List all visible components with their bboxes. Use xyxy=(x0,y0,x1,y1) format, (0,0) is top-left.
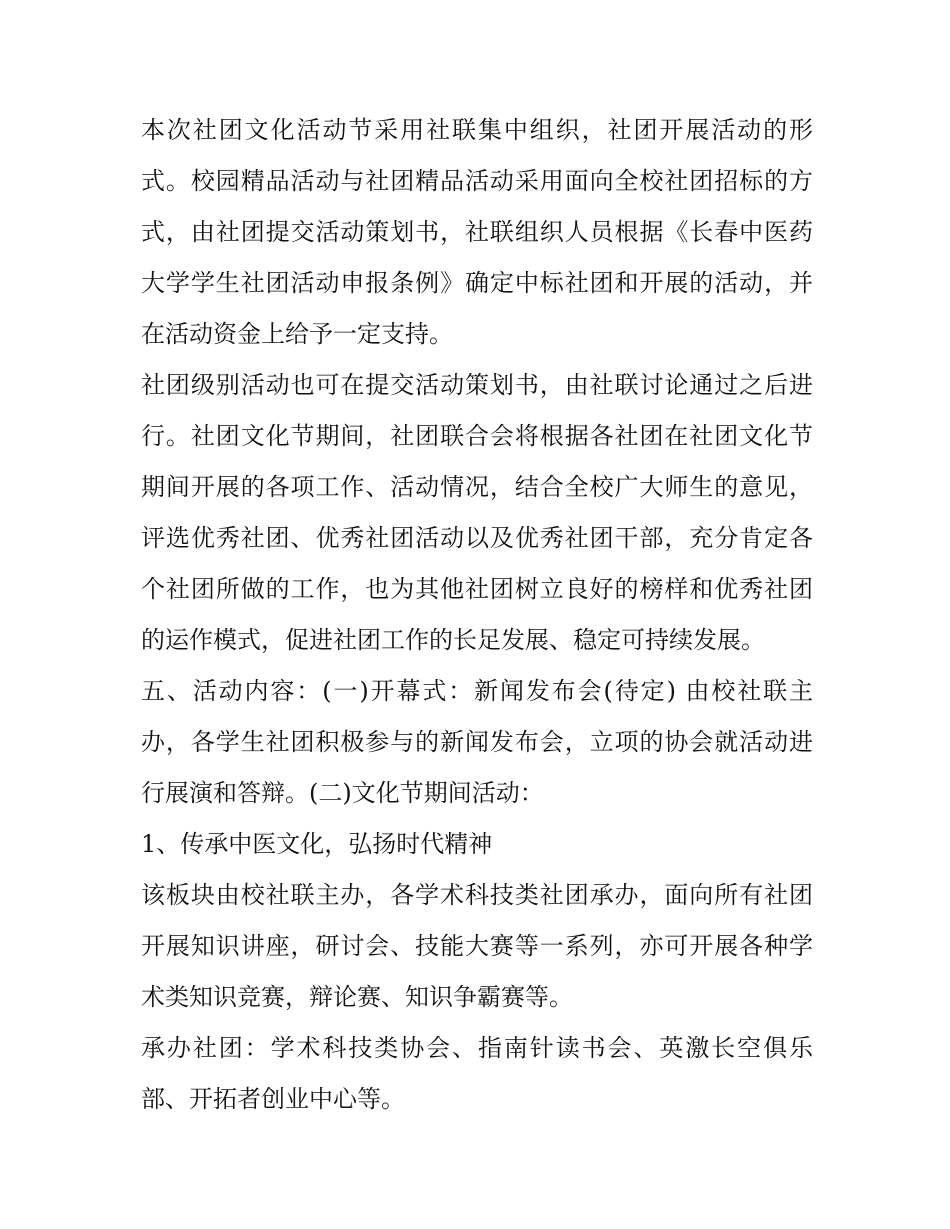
text-line: 评选优秀社团、优秀社团活动以及优秀社团干部，充分肯定各 xyxy=(141,524,813,552)
section-heading xyxy=(141,819,813,870)
text-line: 式。校园精品活动与社团精品活动采用面向全校社团招标的方 xyxy=(141,167,813,195)
text-line: 本次社团文化活动节采用社联集中组织，社团开展活动的形 xyxy=(141,116,813,144)
text-line: 办，各学生社团积极参与的新闻发布会，立项的协会就活动进 xyxy=(141,728,813,756)
text-line: 部、开拓者创业中心等。 xyxy=(141,1085,405,1113)
paragraph-section-description xyxy=(141,870,813,1023)
text-line: 术类知识竞赛，辩论赛、知识争霸赛等。 xyxy=(141,983,573,1011)
paragraph-organization xyxy=(141,105,813,360)
text-line: 该板块由校社联主办，各学术科技类社团承办，面向所有社团 xyxy=(141,881,813,909)
paragraph-organizers xyxy=(141,1023,813,1125)
text-line: 开展知识讲座，研讨会、技能大赛等一系列，亦可开展各种学 xyxy=(141,932,813,960)
text-line: 个社团所做的工作，也为其他社团树立良好的榜样和优秀社团 xyxy=(141,575,813,603)
document-body xyxy=(141,105,813,1125)
text-line: 式，由社团提交活动策划书，社联组织人员根据《长春中医药 xyxy=(141,218,813,246)
text-line: 1、传承中医文化，弘扬时代精神 xyxy=(141,830,493,858)
text-line: 五、活动内容：(一)开幕式：新闻发布会(待定) 由校社联主 xyxy=(141,677,813,705)
paragraph-activity-content xyxy=(141,666,813,819)
text-line: 期间开展的各项工作、活动情况，结合全校广大师生的意见， xyxy=(141,473,813,501)
text-line: 承办社团：学术科技类协会、指南针读书会、英激长空俱乐 xyxy=(141,1034,813,1062)
paragraph-evaluation xyxy=(141,360,813,666)
text-line: 行。社团文化节期间，社团联合会将根据各社团在社团文化节 xyxy=(141,422,813,450)
text-line: 行展演和答辩。(二)文化节期间活动： xyxy=(141,779,544,807)
text-line: 社团级别活动也可在提交活动策划书，由社联讨论通过之后进 xyxy=(141,371,813,399)
text-line: 的运作模式，促进社团工作的长足发展、稳定可持续发展。 xyxy=(141,626,765,654)
text-line: 大学学生社团活动申报条例》确定中标社团和开展的活动，并 xyxy=(141,269,813,297)
text-line: 在活动资金上给予一定支持。 xyxy=(141,320,453,348)
